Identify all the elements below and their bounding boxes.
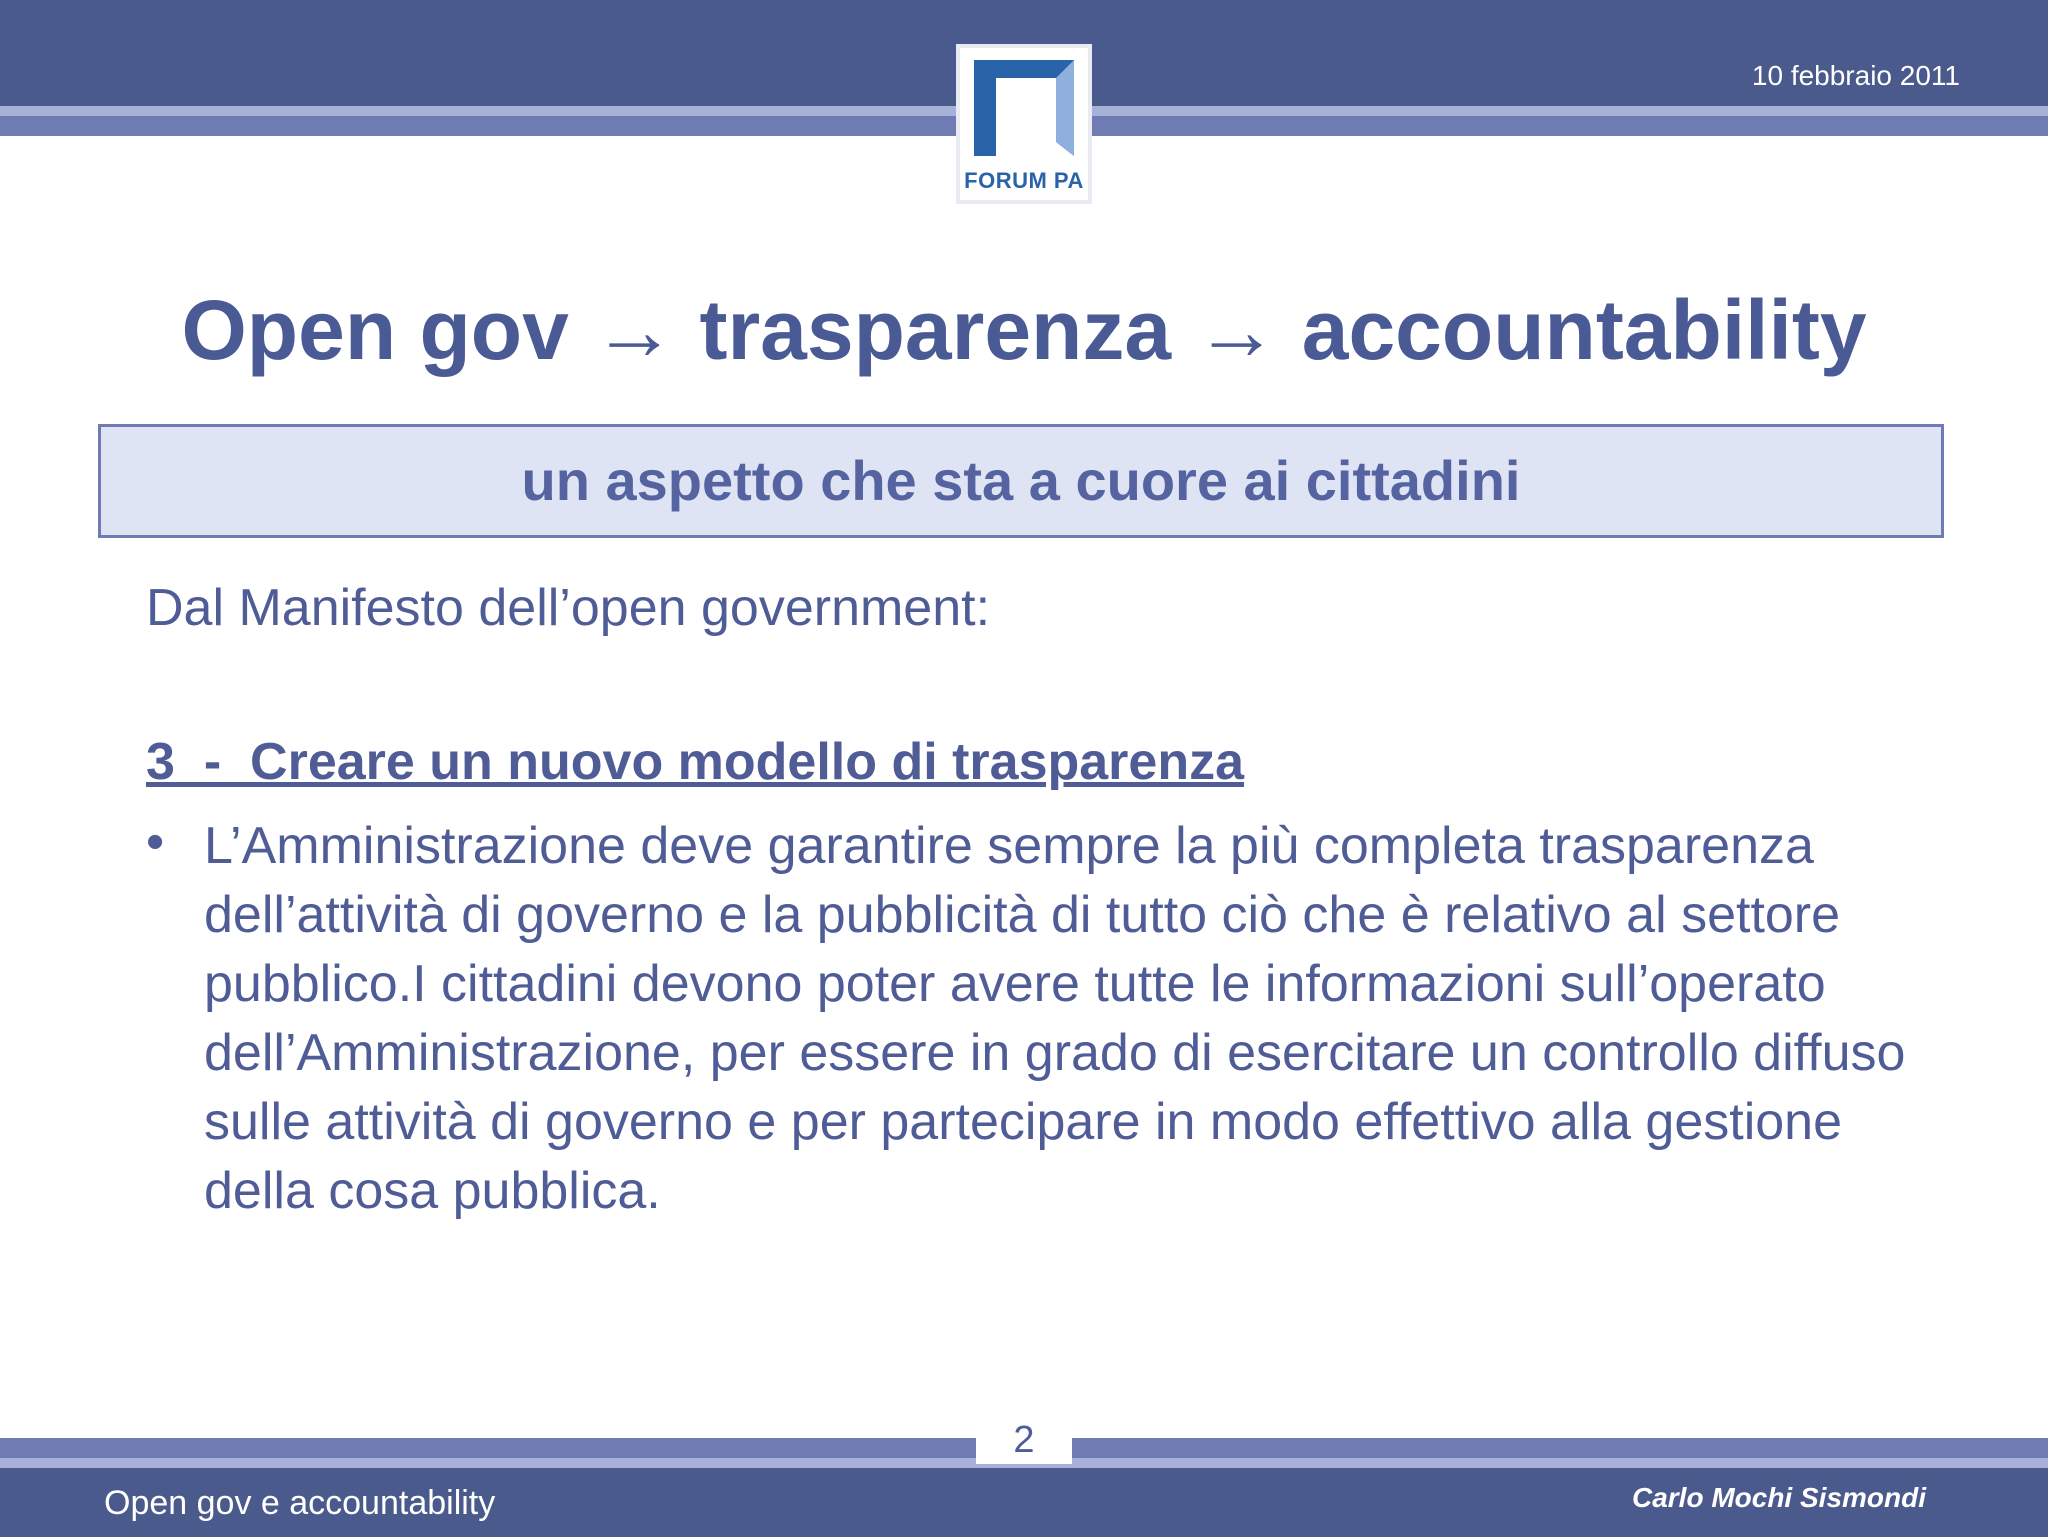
- forum-pa-logo: [956, 44, 1092, 204]
- point-body-text: L’Amministrazione deve garantire sempre la più completa trasparenza dell’attività di governo e la pubblicità di tutto ciò che è relativo al settore pubblico.I cittadini devono poter avere tutte le informazioni sull’operato dell’Amministrazione, per essere in grado di esercitare un controllo diffuso sulle attività di governo e per partecipare in modo effettivo alla gestione della cosa pubblica.: [204, 817, 1906, 1220]
- footer-presentation-title: Open gov e accountability: [104, 1484, 496, 1522]
- point-heading: 3 - Creare un nuovo modello di trasparenza: [146, 733, 1245, 791]
- title-part-open-gov: Open gov: [181, 283, 569, 377]
- bullet-icon: •: [146, 813, 165, 871]
- arrow-right-icon: →: [592, 283, 677, 377]
- page-number: 2: [976, 1412, 1072, 1464]
- footer-author: Carlo Mochi Sismondi: [1631, 1482, 1926, 1513]
- logo-text: FORUM PA: [964, 168, 1084, 193]
- title-part-accountability: accountability: [1301, 283, 1867, 377]
- subtitle-text: un aspetto che sta a cuore ai cittadini: [521, 449, 1521, 512]
- forum-pa-logo-icon: [970, 56, 1078, 164]
- slide-title: [0, 282, 2048, 379]
- header-date: 10 febbraio 2011: [1751, 60, 1960, 91]
- title-part-trasparenza: trasparenza: [699, 283, 1172, 377]
- subtitle-box: [98, 424, 1944, 538]
- arrow-right-icon: →: [1194, 283, 1279, 377]
- intro-text: Dal Manifesto dell’open government:: [146, 579, 991, 637]
